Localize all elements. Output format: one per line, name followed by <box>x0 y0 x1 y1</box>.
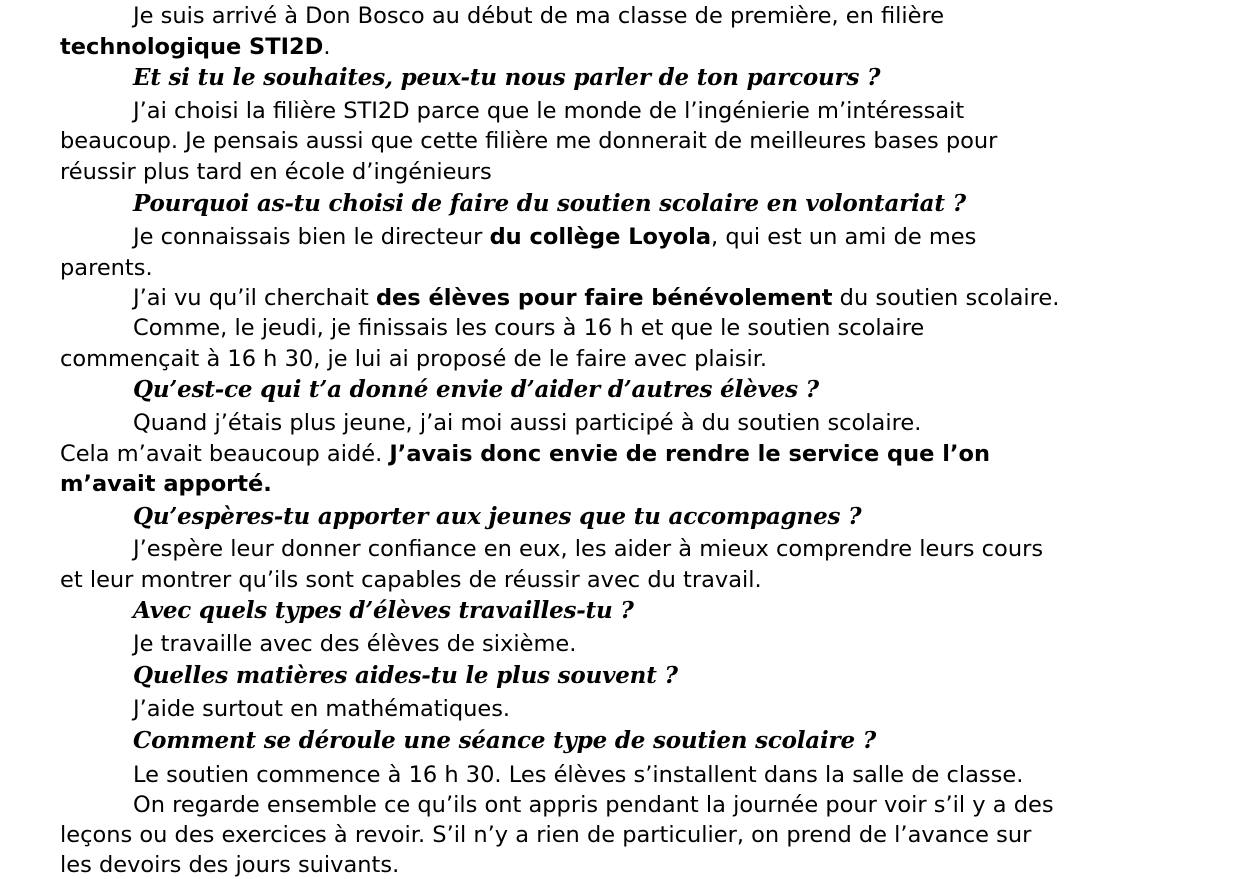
answer-line: Comme, le jeudi, je finissais les cours à 16 h et que le soutien scolaire <box>133 315 925 341</box>
answer-line: Quand j’étais plus jeune, j’ai moi aussi participé à du soutien scolaire. <box>133 410 922 436</box>
bold-phrase: m’avait apporté. <box>60 471 272 497</box>
bold-phrase: technologique STI2D <box>60 34 324 60</box>
answer-line: beaucoup. Je pensais aussi que cette filière me donnerait de meilleures bases pour <box>60 128 998 154</box>
answer-line: J’espère leur donner confiance en eux, les aider à mieux comprendre leurs cours <box>133 536 1044 562</box>
question-line: Pourquoi as-tu choisi de faire du soutien scolaire en volontariat ? <box>133 190 966 217</box>
answer-line: parents. <box>60 255 153 281</box>
answer-line: J’ai vu qu’il cherchait des élèves pour faire bénévolement du soutien scolaire. <box>133 285 1060 311</box>
question-line: Et si tu le souhaites, peux-tu nous parler de ton parcours ? <box>133 64 881 91</box>
question-line: Comment se déroule une séance type de soutien scolaire ? <box>133 727 876 754</box>
answer-line <box>60 470 272 498</box>
answer-line: Le soutien commence à 16 h 30. Les élèves s’installent dans la salle de classe. <box>133 762 1024 788</box>
question-line: Quelles matières aides-tu le plus souvent ? <box>133 662 678 689</box>
answer-line: J’aide surtout en mathématiques. <box>133 696 511 722</box>
question-line: Qu’espères-tu apporter aux jeunes que tu accompagnes ? <box>133 503 862 530</box>
question-line: Qu’est-ce qui t’a donné envie d’aider d’autres élèves ? <box>133 376 819 403</box>
bold-phrase: J’avais donc envie de rendre le service que l’on <box>389 441 990 467</box>
question-line: Avec quels types d’élèves travailles-tu ? <box>133 597 634 624</box>
answer-line: Je suis arrivé à Don Bosco au début de ma classe de première, en filière <box>133 3 945 29</box>
bold-phrase: du collège Loyola <box>489 224 712 250</box>
answer-line: les devoirs des jours suivants. <box>60 852 400 878</box>
answer-line: commençait à 16 h 30, je lui ai proposé de le faire avec plaisir. <box>60 346 768 372</box>
answer-line: et leur montrer qu’ils sont capables de réussir avec du travail. <box>60 567 762 593</box>
answer-line: réussir plus tard en école d’ingénieurs <box>60 159 492 185</box>
answer-line: Cela m’avait beaucoup aidé. J’avais donc envie de rendre le service que l’on <box>60 441 990 467</box>
answer-line: On regarde ensemble ce qu’ils ont appris pendant la journée pour voir s’il y a des <box>133 792 1054 818</box>
answer-line: leçons ou des exercices à revoir. S’il n’y a rien de particulier, on prend de l’avance sur <box>60 822 1032 848</box>
answer-line: Je travaille avec des élèves de sixième. <box>133 631 577 657</box>
answer-line: Je connaissais bien le directeur du collège Loyola, qui est un ami de mes <box>133 224 977 250</box>
bold-phrase: des élèves pour faire bénévolement <box>375 285 833 311</box>
answer-line: J’ai choisi la filière STI2D parce que le monde de l’ingénierie m’intéressait <box>133 98 965 124</box>
answer-line: technologique STI2D. <box>60 34 331 60</box>
